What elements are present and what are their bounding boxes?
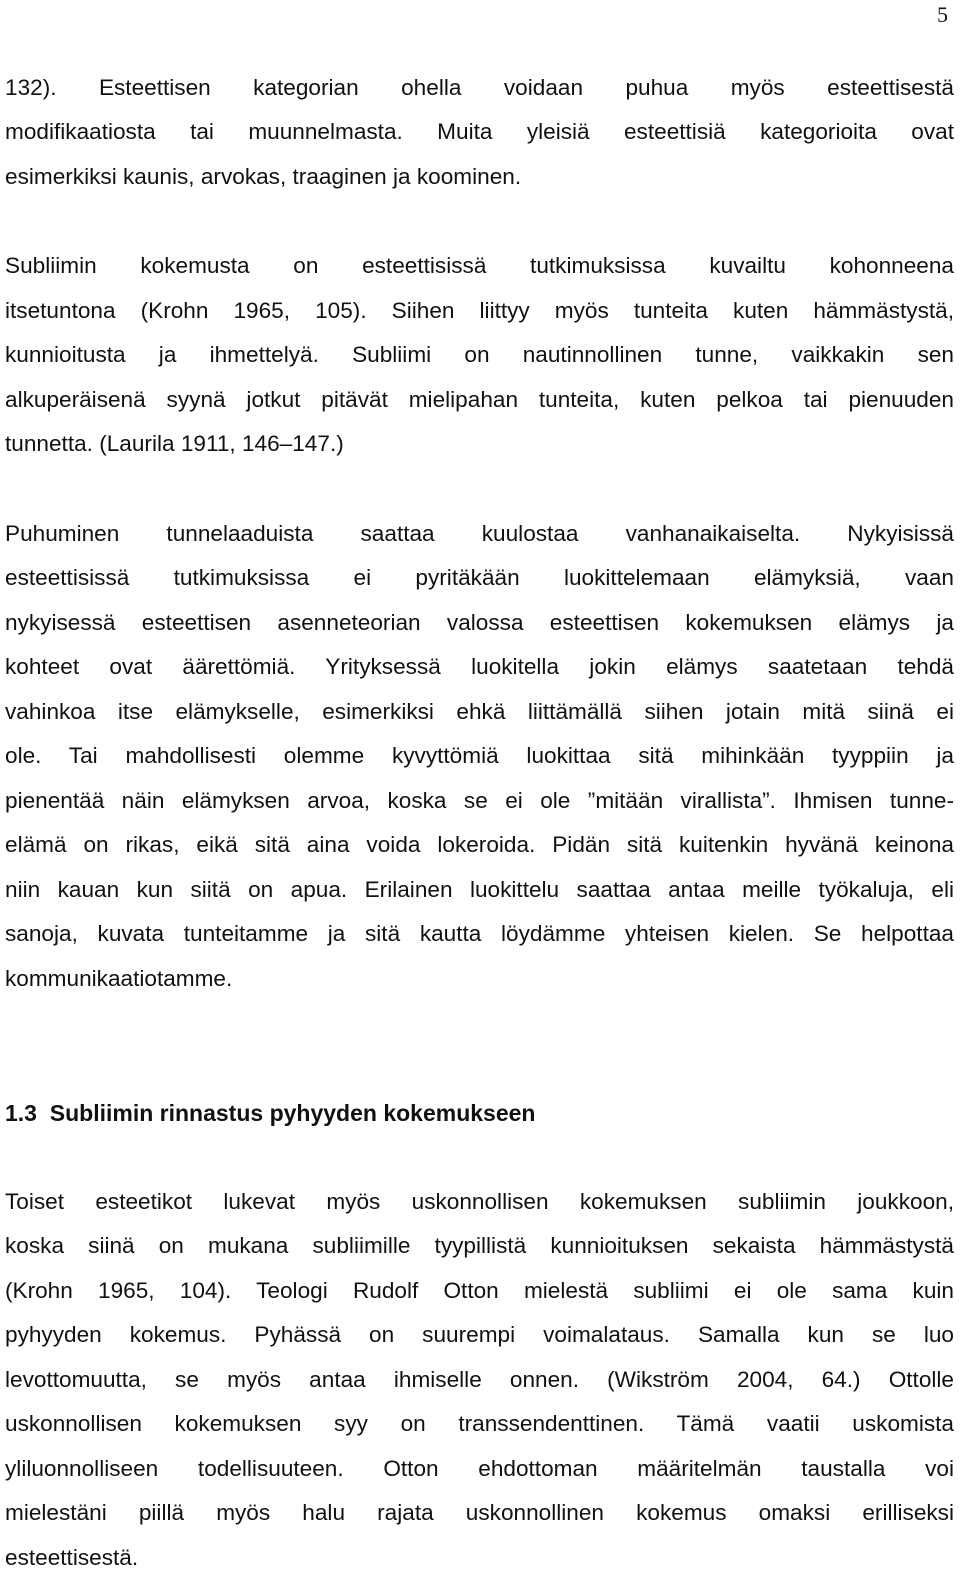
text-line: niin kauan kun siitä on apua. Erilainen luokittelu saattaa antaa meille työkaluja, eli (5, 877, 954, 902)
text-line: kunnioitusta ja ihmettelyä. Subliimi on nautinnollinen tunne, vaikkakin sen (5, 342, 954, 367)
text-line: itsetuntona (Krohn 1965, 105). Siihen liittyy myös tunteita kuten hämmästystä, (5, 298, 954, 323)
text-line: pyhyyden kokemus. Pyhässä on suurempi voimalataus. Samalla kun se luo (5, 1322, 954, 1347)
section-heading (5, 1099, 535, 1127)
text-line: alkuperäisenä syynä jotkut pitävät mielipahan tunteita, kuten pelkoa tai pienuuden (5, 387, 954, 412)
text-line: mielestäni piillä myös halu rajata uskonnollinen kokemus omaksi erilliseksi (5, 1500, 954, 1525)
text-line: Toiset esteetikot lukevat myös uskonnollisen kokemuksen subliimin joukkoon, (5, 1189, 954, 1214)
text-line: esteettisissä tutkimuksissa ei pyritäkään luokittelemaan elämyksiä, vaan (5, 565, 954, 590)
page-number: 5 (937, 2, 948, 27)
text-line: yliluonnolliseen todellisuuteen. Otton ehdottoman määritelmän taustalla voi (5, 1456, 954, 1481)
text-line: 132). Esteettisen kategorian ohella voidaan puhua myös esteettisestä (5, 75, 954, 100)
text-line: kommunikaatiotamme. (5, 966, 233, 991)
text-line: Puhuminen tunnelaaduista saattaa kuulostaa vanhanaikaiselta. Nykyisissä (5, 521, 954, 546)
text-line: esteettisestä. (5, 1545, 139, 1570)
text-line: kohteet ovat äärettömiä. Yrityksessä luokitella jokin elämys saatetaan tehdä (5, 654, 954, 679)
text-line: levottomuutta, se myös antaa ihmiselle onnen. (Wikström 2004, 64.) Ottolle (5, 1367, 954, 1392)
text-line: tunnetta. (Laurila 1911, 146–147.) (5, 431, 344, 456)
text-line: koska siinä on mukana subliimille tyypillistä kunnioituksen sekaista hämmästystä (5, 1233, 954, 1258)
section-number: 1.3 (5, 1100, 37, 1126)
text-line: (Krohn 1965, 104). Teologi Rudolf Otton mielestä subliimi ei ole sama kuin (5, 1278, 954, 1303)
text-line: sanoja, kuvata tunteitamme ja sitä kautta löydämme yhteisen kielen. Se helpottaa (5, 921, 954, 946)
text-line: Subliimin kokemusta on esteettisissä tutkimuksissa kuvailtu kohonneena (5, 253, 954, 278)
text-line: modifikaatiosta tai muunnelmasta. Muita yleisiä esteettisiä kategorioita ovat (5, 119, 954, 144)
text-line: ole. Tai mahdollisesti olemme kyvyttömiä luokittaa sitä mihinkään tyyppiin ja (5, 743, 954, 768)
text-line: nykyisessä esteettisen asenneteorian valossa esteettisen kokemuksen elämys ja (5, 610, 954, 635)
section-title: Subliimin rinnastus pyhyyden kokemukseen (49, 1100, 536, 1126)
text-line: uskonnollisen kokemuksen syy on transsendenttinen. Tämä vaatii uskomista (5, 1411, 954, 1436)
text-line: elämä on rikas, eikä sitä aina voida lokeroida. Pidän sitä kuitenkin hyvänä keinona (5, 832, 954, 857)
text-line: vahinkoa itse elämykselle, esimerkiksi ehkä liittämällä siihen jotain mitä siinä ei (5, 699, 954, 724)
text-line: pienentää näin elämyksen arvoa, koska se ei ole ”mitään virallista”. Ihmisen tunne- (5, 788, 954, 813)
text-line: esimerkiksi kaunis, arvokas, traaginen ja koominen. (5, 164, 522, 189)
